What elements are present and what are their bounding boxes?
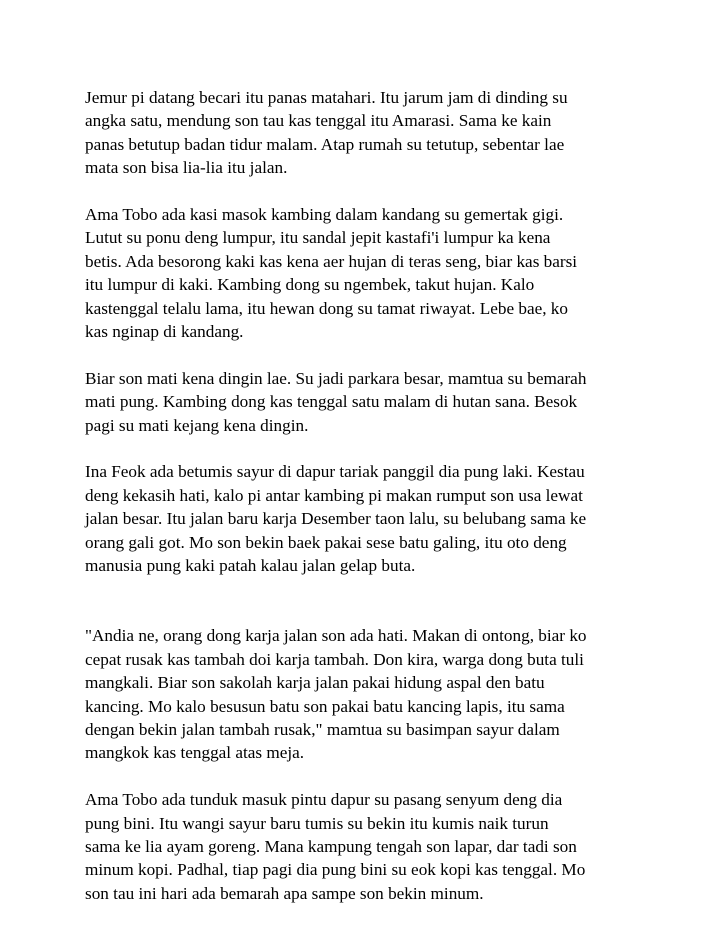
text-line: Biar son mati kena dingin lae. Su jadi parkara besar, mamtua su bemarah: [85, 368, 587, 388]
text-line: panas betutup badan tidur malam. Atap rumah su tetutup, sebentar lae: [85, 134, 565, 154]
text-line: dengan bekin jalan tambah rusak," mamtua su basimpan sayur dalam: [85, 719, 560, 739]
text-line: "Andia ne, orang dong karja jalan son ada hati. Makan di ontong, biar ko: [85, 626, 587, 646]
text-line: mangkali. Biar son sakolah karja jalan pakai hidung aspal den batu: [85, 673, 545, 693]
text-line: mata son bisa lia-lia itu jalan.: [85, 158, 288, 178]
text-line: kancing. Mo kalo besusun batu son pakai batu kancing lapis, itu sama: [85, 696, 565, 716]
text-line: angka satu, mendung son tau kas tenggal itu Amarasi. Sama ke kain: [85, 111, 552, 131]
paragraph-4: [85, 460, 655, 577]
text-line: Ina Feok ada betumis sayur di dapur tariak panggil dia pung laki. Kestau: [85, 462, 585, 482]
text-line: sama ke lia ayam goreng. Mana kampung tengah son lapar, dar tadi son: [85, 836, 577, 856]
text-line: Ama Tobo ada kasi masok kambing dalam kandang su gemertak gigi.: [85, 205, 564, 225]
text-line: Jemur pi datang becari itu panas matahari. Itu jarum jam di dinding su: [85, 88, 568, 107]
paragraph-spacer: [85, 437, 655, 460]
paragraph-spacer: [85, 765, 655, 788]
text-line: son tau ini hari ada bemarah apa sampe son bekin minum.: [85, 883, 484, 903]
paragraph-1: [85, 86, 655, 180]
paragraph-5: [85, 624, 655, 764]
text-line: jalan besar. Itu jalan baru karja Desember taon lalu, su belubang sama ke: [85, 509, 587, 529]
paragraph-spacer: [85, 180, 655, 203]
text-line: orang gali got. Mo son bekin baek pakai sese batu galing, itu oto deng: [85, 532, 567, 552]
text-line: itu lumpur di kaki. Kambing dong su ngembek, takut hujan. Kalo: [85, 275, 535, 295]
text-line: manusia pung kaki patah kalau jalan gelap buta.: [85, 556, 416, 576]
document-body: [85, 86, 655, 905]
paragraph-spacer: [85, 577, 655, 624]
paragraph-spacer: [85, 343, 655, 366]
text-line: kas nginap di kandang.: [85, 322, 244, 342]
text-line: kastenggal telalu lama, itu hewan dong su tamat riwayat. Lebe bae, ko: [85, 298, 568, 318]
text-line: mati pung. Kambing dong kas tenggal satu malam di hutan sana. Besok: [85, 392, 578, 412]
text-line: betis. Ada besorong kaki kas kena aer hujan di teras seng, biar kas barsi: [85, 251, 578, 271]
text-line: Lutut su ponu deng lumpur, itu sandal jepit kastafi'i lumpur ka kena: [85, 228, 551, 248]
text-line: deng kekasih hati, kalo pi antar kambing pi makan rumput son usa lewat: [85, 485, 583, 505]
paragraph-3: [85, 367, 655, 437]
text-line: minum kopi. Padhal, tiap pagi dia pung bini su eok kopi kas tenggal. Mo: [85, 860, 586, 880]
text-line: Ama Tobo ada tunduk masuk pintu dapur su pasang senyum deng dia: [85, 790, 563, 810]
paragraph-2: [85, 203, 655, 343]
text-line: cepat rusak kas tambah doi karja tambah. Don kira, warga dong buta tuli: [85, 649, 584, 669]
paragraph-6: [85, 788, 655, 905]
text-line: pung bini. Itu wangi sayur baru tumis su bekin itu kumis naik turun: [85, 813, 549, 833]
text-line: mangkok kas tenggal atas meja.: [85, 743, 305, 763]
text-line: pagi su mati kejang kena dingin.: [85, 415, 309, 435]
